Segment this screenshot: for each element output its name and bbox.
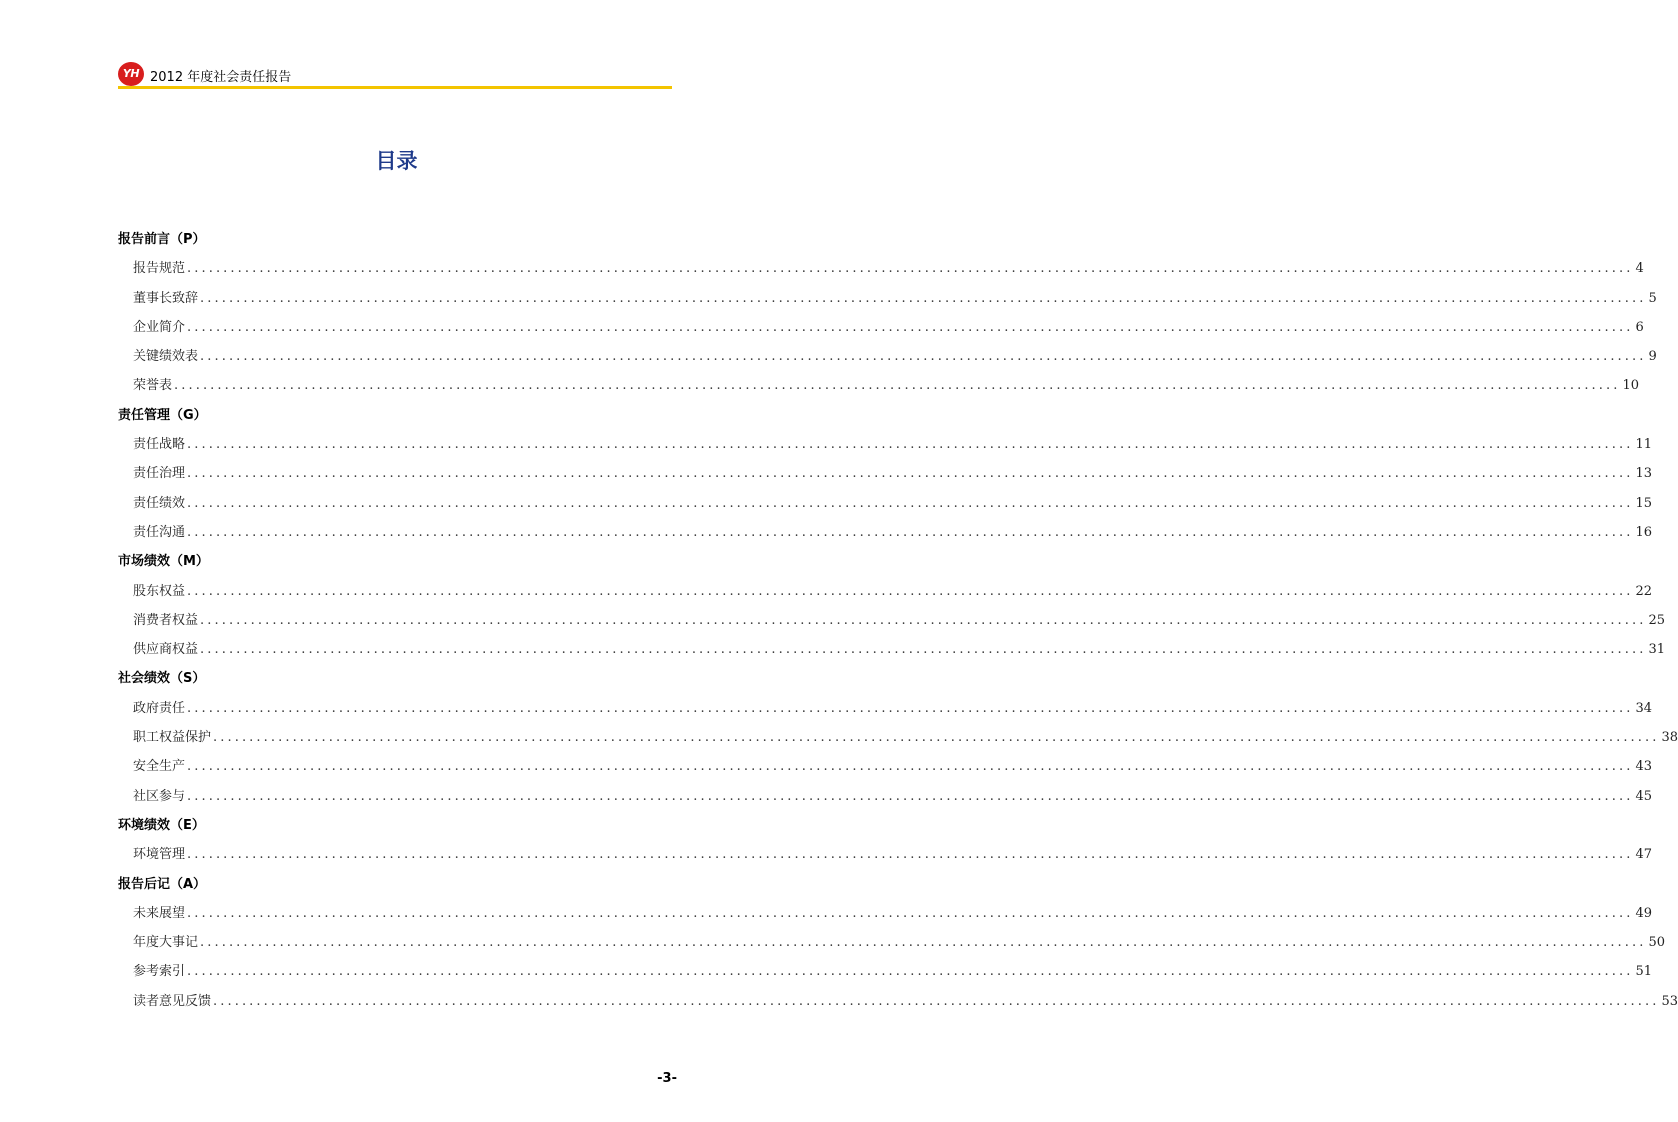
- page-number: -3-: [657, 1071, 677, 1086]
- toc-entry-label: 参考索引: [133, 964, 186, 980]
- toc-entry-label: 社区参与: [133, 788, 186, 804]
- toc-entry[interactable]: [118, 459, 1653, 488]
- toc-section-heading: 责任管理（G）: [118, 407, 207, 423]
- toc-entry[interactable]: [118, 928, 1666, 957]
- toc-dot-leader: ........................................................................................................................................................................................................: [174, 378, 1621, 394]
- toc-dot-leader: ........................................................................................................................................................................................................: [187, 261, 1634, 277]
- toc-dot-leader: ........................................................................................................................................................................................................: [187, 788, 1634, 804]
- toc-entry-page: 25: [1648, 612, 1666, 628]
- toc-entry[interactable]: [118, 489, 1653, 518]
- toc-section-heading: 报告前言（P）: [118, 232, 206, 247]
- toc-dot-leader: ........................................................................................................................................................................................................: [187, 319, 1634, 335]
- toc-entry[interactable]: [118, 606, 1666, 635]
- toc-entry-page: 11: [1635, 437, 1653, 453]
- toc-entry-label: 关键绩效表: [133, 349, 199, 365]
- toc-entry-label: 政府责任: [133, 700, 186, 716]
- header-divider: [118, 86, 672, 89]
- toc-dot-leader: ........................................................................................................................................................................................................: [200, 642, 1647, 658]
- toc-entry-label: 责任战略: [133, 437, 186, 453]
- toc-entry[interactable]: [118, 752, 1653, 781]
- toc-entry[interactable]: [118, 313, 1644, 342]
- toc-entry[interactable]: [118, 254, 1644, 283]
- toc-entry[interactable]: [118, 694, 1653, 723]
- toc-entry-label: 企业简介: [133, 319, 186, 335]
- toc-entry[interactable]: [118, 284, 1657, 313]
- toc-entry[interactable]: [118, 342, 1657, 371]
- toc-entry-page: 9: [1648, 349, 1657, 365]
- toc-entry-page: 47: [1635, 847, 1653, 863]
- toc-entry-page: 5: [1648, 290, 1657, 306]
- toc-entry[interactable]: [118, 577, 1653, 606]
- toc-entry-label: 未来展望: [133, 905, 186, 921]
- toc-section-heading: 环境绩效（E）: [118, 817, 205, 833]
- toc-entry[interactable]: [118, 899, 1653, 928]
- toc-entry[interactable]: [118, 840, 1653, 869]
- toc-dot-leader: ........................................................................................................................................................................................................: [187, 437, 1634, 453]
- toc-dot-leader: ........................................................................................................................................................................................................: [200, 290, 1647, 306]
- toc-section-heading: 社会绩效（S）: [118, 671, 206, 687]
- toc-entry-label: 荣誉表: [133, 378, 173, 394]
- toc-entry[interactable]: [118, 430, 1653, 459]
- toc-entry[interactable]: [118, 635, 1666, 664]
- toc-entry-page: 38: [1661, 730, 1678, 746]
- toc-entry[interactable]: [118, 987, 1678, 1016]
- toc-entry[interactable]: [118, 782, 1653, 811]
- toc-entry-label: 报告规范: [133, 261, 186, 277]
- toc-entry-label: 责任沟通: [133, 524, 186, 540]
- toc-entry-label: 消费者权益: [133, 612, 199, 628]
- toc-entry-label: 年度大事记: [133, 935, 199, 951]
- toc-dot-leader: ........................................................................................................................................................................................................: [187, 847, 1634, 863]
- page-title: 目录: [375, 149, 418, 173]
- page-header: [118, 60, 672, 90]
- toc-entry-page: 51: [1635, 964, 1653, 980]
- toc-dot-leader: ........................................................................................................................................................................................................: [187, 964, 1634, 980]
- header-title: 2012 年度社会责任报告: [150, 70, 292, 85]
- table-of-contents: [118, 225, 1678, 1016]
- toc-dot-leader: ........................................................................................................................................................................................................: [200, 349, 1647, 365]
- toc-entry-label: 安全生产: [133, 759, 186, 775]
- toc-entry-page: 16: [1635, 524, 1653, 540]
- toc-entry-page: 31: [1648, 642, 1666, 658]
- toc-entry-page: 53: [1661, 993, 1678, 1009]
- toc-dot-leader: ........................................................................................................................................................................................................: [187, 700, 1634, 716]
- toc-entry[interactable]: [118, 957, 1653, 986]
- toc-entry[interactable]: [118, 723, 1678, 752]
- toc-entry-page: 13: [1635, 466, 1653, 482]
- toc-entry[interactable]: [118, 371, 1640, 400]
- toc-entry-page: 22: [1635, 583, 1653, 599]
- toc-section-heading: 报告后记（A）: [118, 876, 207, 892]
- toc-dot-leader: ........................................................................................................................................................................................................: [187, 759, 1634, 775]
- toc-section-heading: 市场绩效（M）: [118, 554, 209, 570]
- toc-dot-leader: ........................................................................................................................................................................................................: [187, 905, 1634, 921]
- toc-entry-page: 34: [1635, 700, 1653, 716]
- toc-entry-label: 责任绩效: [133, 495, 186, 511]
- toc-entry[interactable]: [118, 518, 1653, 547]
- toc-dot-leader: ........................................................................................................................................................................................................: [213, 730, 1660, 746]
- toc-entry-label: 股东权益: [133, 583, 186, 599]
- toc-entry-page: 45: [1635, 788, 1653, 804]
- toc-entry-page: 49: [1635, 905, 1653, 921]
- toc-entry-label: 董事长致辞: [133, 290, 199, 306]
- toc-entry-page: 10: [1622, 378, 1640, 394]
- toc-dot-leader: ........................................................................................................................................................................................................: [213, 993, 1660, 1009]
- toc-entry-page: 50: [1648, 935, 1666, 951]
- toc-dot-leader: ........................................................................................................................................................................................................: [187, 583, 1634, 599]
- company-logo: YH: [118, 62, 144, 86]
- toc-entry-label: 责任治理: [133, 466, 186, 482]
- toc-entry-label: 职工权益保护: [133, 730, 212, 746]
- toc-dot-leader: ........................................................................................................................................................................................................: [187, 466, 1634, 482]
- toc-entry-page: 43: [1635, 759, 1653, 775]
- toc-dot-leader: ........................................................................................................................................................................................................: [200, 612, 1647, 628]
- toc-entry-label: 读者意见反馈: [133, 993, 212, 1009]
- toc-dot-leader: ........................................................................................................................................................................................................: [187, 524, 1634, 540]
- toc-entry-page: 4: [1635, 261, 1644, 277]
- toc-dot-leader: ........................................................................................................................................................................................................: [200, 935, 1647, 951]
- toc-entry-label: 供应商权益: [133, 642, 199, 658]
- toc-entry-page: 6: [1635, 319, 1644, 335]
- toc-entry-page: 15: [1635, 495, 1653, 511]
- toc-dot-leader: ........................................................................................................................................................................................................: [187, 495, 1634, 511]
- toc-entry-label: 环境管理: [133, 847, 186, 863]
